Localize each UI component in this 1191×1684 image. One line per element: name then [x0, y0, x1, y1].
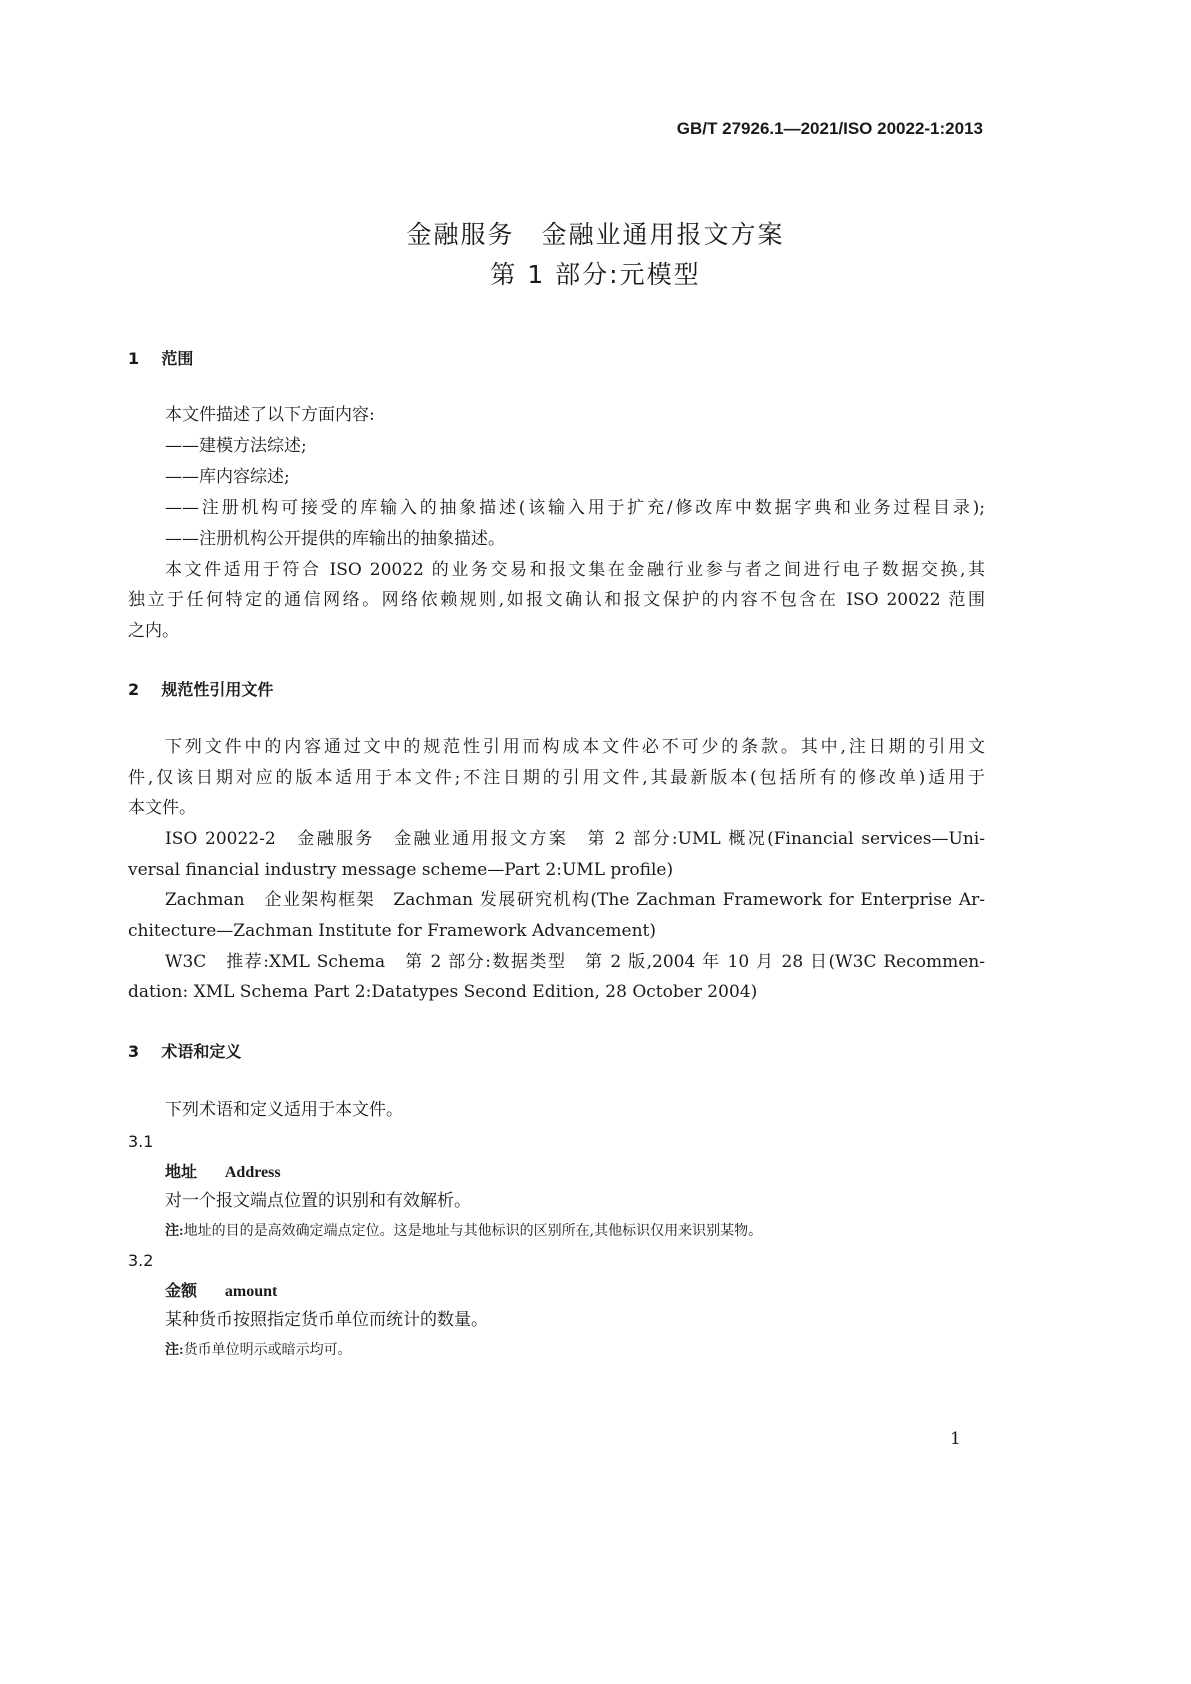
paragraph: 下列术语和定义适用于本文件。: [165, 1100, 403, 1120]
paragraph-line: 之内。: [128, 621, 179, 641]
paragraph-line: 本文件适用于符合 ISO 20022 的业务交易和报文集在金融行业参与者之间进行电子数据交换,其: [165, 560, 985, 580]
section-2-heading: 2 规范性引用文件: [128, 680, 274, 699]
list-item: ——建模方法综述;: [165, 436, 307, 456]
reference-zachman: Zachman 企业架构框架 Zachman 发展研究机构(The Zachman Framework for Enterprise Ar-: [165, 890, 985, 910]
reference-w3c-cont: dation: XML Schema Part 2:Datatypes Second Edition, 28 October 2004): [128, 982, 758, 1002]
term-note: 注:地址的目的是高效确定端点定位。这是地址与其他标识的区别所在,其他标识仅用来识别某物。: [165, 1223, 763, 1239]
term-definition: 对一个报文端点位置的识别和有效解析。: [165, 1191, 471, 1211]
paragraph: 本文件描述了以下方面内容:: [165, 405, 375, 425]
reference-zachman-cont: chitecture—Zachman Institute for Framework Advancement): [128, 921, 656, 941]
paragraph-line: 下列文件中的内容通过文中的规范性引用而构成本文件必不可少的条款。其中,注日期的引用文: [165, 737, 985, 757]
term-number: 3.1: [128, 1132, 154, 1151]
doc-title: 金融服务 金融业通用报文方案: [406, 220, 785, 249]
list-item: ——注册机构可接受的库输入的抽象描述(该输入用于扩充/修改库中数据字典和业务过程目录);: [165, 498, 985, 518]
doc-subtitle: 第 1 部分:元模型: [490, 260, 701, 289]
reference-iso-cont: versal financial industry message scheme—Part 2:UML profile): [128, 860, 674, 880]
list-item: ——库内容综述;: [165, 467, 290, 487]
term-definition: 某种货币按照指定货币单位而统计的数量。: [165, 1310, 488, 1330]
paragraph-line: 本文件。: [128, 798, 196, 818]
term-heading: 地址 Address: [165, 1162, 281, 1181]
section-1-heading: 1 范围: [128, 349, 194, 368]
list-item: ——注册机构公开提供的库输出的抽象描述。: [165, 529, 505, 549]
paragraph-line: 件,仅该日期对应的版本适用于本文件;不注日期的引用文件,其最新版本(包括所有的修改单)适用于: [128, 768, 985, 788]
term-number: 3.2: [128, 1251, 154, 1270]
paragraph-line: 独立于任何特定的通信网络。网络依赖规则,如报文确认和报文保护的内容不包含在 ISO 20022 范围: [128, 590, 985, 610]
page-number: 1: [950, 1429, 961, 1449]
standard-number: GB/T 27926.1—2021/ISO 20022-1:2013: [676, 119, 983, 138]
section-3-heading: 3 术语和定义: [128, 1042, 242, 1061]
term-heading: 金额 amount: [165, 1281, 278, 1300]
reference-iso: ISO 20022-2 金融服务 金融业通用报文方案 第 2 部分:UML 概况(Financial services—Uni-: [165, 829, 985, 849]
reference-w3c: W3C 推荐:XML Schema 第 2 部分:数据类型 第 2 版,2004 年 10 月 28 日(W3C Recommen-: [165, 952, 985, 972]
term-note: 注:货币单位明示或暗示均可。: [165, 1342, 352, 1358]
